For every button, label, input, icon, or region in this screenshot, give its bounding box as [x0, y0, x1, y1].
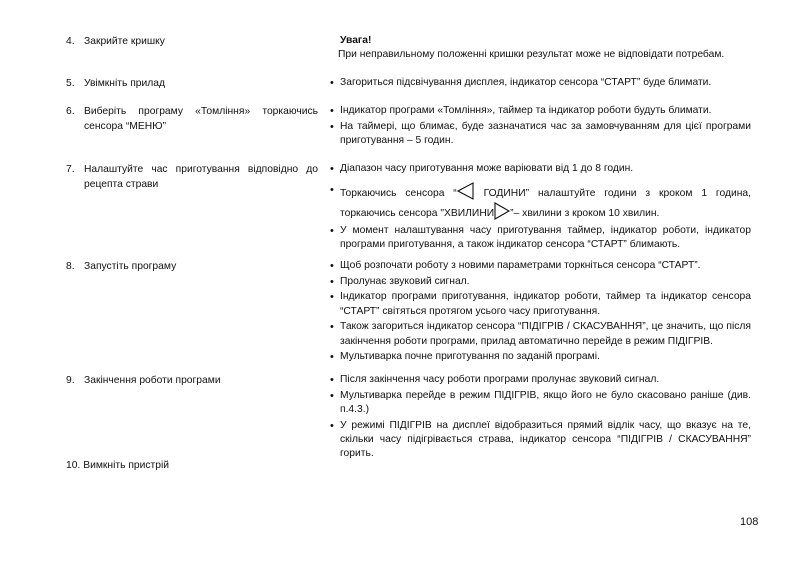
- step-text: Запустіть програму: [84, 261, 177, 272]
- bullet-item: • У момент налаштування часу приготування таймер, індикатор роботи, індикатор програми приготування, а також індикатор сенсора “СТАРТ” блимають.: [330, 224, 751, 252]
- step-number: 9.: [66, 375, 75, 386]
- step-text: Увімкніть прилад: [84, 78, 166, 89]
- bullet-text: ”– хвилини з кроком 10 хвилин.: [510, 208, 660, 220]
- bullet-item: • На таймері, що блимає, буде зазначатися час за замовчуванням для цієї програми приготування – 5 годин.: [330, 120, 751, 148]
- bullet-item-with-icons: [330, 182, 751, 222]
- bullet-item: • Мультиварка перейде в режим ПІДІГРІВ, якщо його не було скасовано раніше (див. п.4.3.): [330, 389, 751, 417]
- step-text: Виберіть програму «Томління» торкаючись сенсора “МЕНЮ”: [84, 106, 318, 132]
- bullet-text: Торкаючись сенсора “: [340, 188, 457, 200]
- step-6-details: [330, 104, 751, 150]
- bullet-item: • Індикатор програми приготування, індикатор роботи, таймер та індикатор сенсора “СТАРТ” світяться протягом усього часу приготування.: [330, 290, 751, 318]
- step-7: [66, 162, 318, 192]
- step-number: 8.: [66, 261, 75, 272]
- step-text: Вимкніть пристрій: [83, 460, 170, 471]
- warning-text: При неправильному положенні кришки результат може не відповідати потребам.: [338, 49, 725, 61]
- step-5-details: [330, 76, 751, 92]
- bullet-item: • Діапазон часу приготування може варіювати від 1 до 8 годин.: [330, 162, 751, 176]
- triangle-left-icon: [457, 182, 475, 200]
- triangle-right-icon: [494, 202, 510, 220]
- step-number: 6.: [66, 106, 75, 117]
- step-10: [66, 458, 318, 473]
- step-5: [66, 76, 318, 91]
- step-4: [66, 34, 318, 49]
- step-8: [66, 259, 318, 274]
- step-number: 5.: [66, 78, 75, 89]
- bullet-item: • Мультиварка почне приготування по заданій програмі.: [330, 350, 751, 364]
- step-text: Налаштуйте час приготування відповідно до рецепта страви: [84, 164, 318, 190]
- bullet-item: • Щоб розпочати роботу з новими параметрами торкніться сенсора “СТАРТ”.: [330, 259, 751, 273]
- bullet-item: • Після закінчення часу роботи програми пролунає звуковий сигнал.: [330, 373, 751, 387]
- warning-block: [330, 34, 751, 62]
- bullet-text: ГОДИНИ” налаштуйте години з кроком 1 година, торкаючись сенсора "ХВИЛИНИ: [340, 188, 751, 220]
- step-number: 7.: [66, 164, 75, 175]
- step-number: 4.: [66, 36, 75, 47]
- step-text: Закрийте кришку: [84, 36, 165, 47]
- step-number: 10.: [66, 460, 81, 471]
- bullet-item: • У режимі ПІДІГРІВ на дисплеї відобразиться прямий відлік часу, що вказує на те, скільки часу підігрівається страва, індикатор сенсора “ПІДІГРІВ / СКАСУВАННЯ” горить.: [330, 419, 751, 462]
- step-8-details: [330, 259, 751, 366]
- bullet-item: • Загориться підсвічування дисплея, індикатор сенсора “СТАРТ” буде блимати.: [330, 76, 751, 90]
- bullet-item: • Індикатор програми «Томління», таймер та індикатор роботи будуть блимати.: [330, 104, 751, 118]
- step-text: Закінчення роботи програми: [84, 375, 221, 386]
- warning-title: Увага!: [340, 35, 372, 46]
- step-9: [66, 373, 318, 388]
- bullet-item: • Також загориться індикатор сенсора “ПІДІГРІВ / СКАСУВАННЯ”, це значить, що після закінчення роботи програми, прилад автоматично перейде в режим ПІДІГРІВ.: [330, 320, 751, 348]
- bullet-item: • Пролунає звуковий сигнал.: [330, 275, 751, 289]
- step-7-details: [330, 162, 751, 254]
- step-9-details: [330, 373, 751, 463]
- step-6: [66, 104, 318, 134]
- page-number: 108: [740, 516, 759, 528]
